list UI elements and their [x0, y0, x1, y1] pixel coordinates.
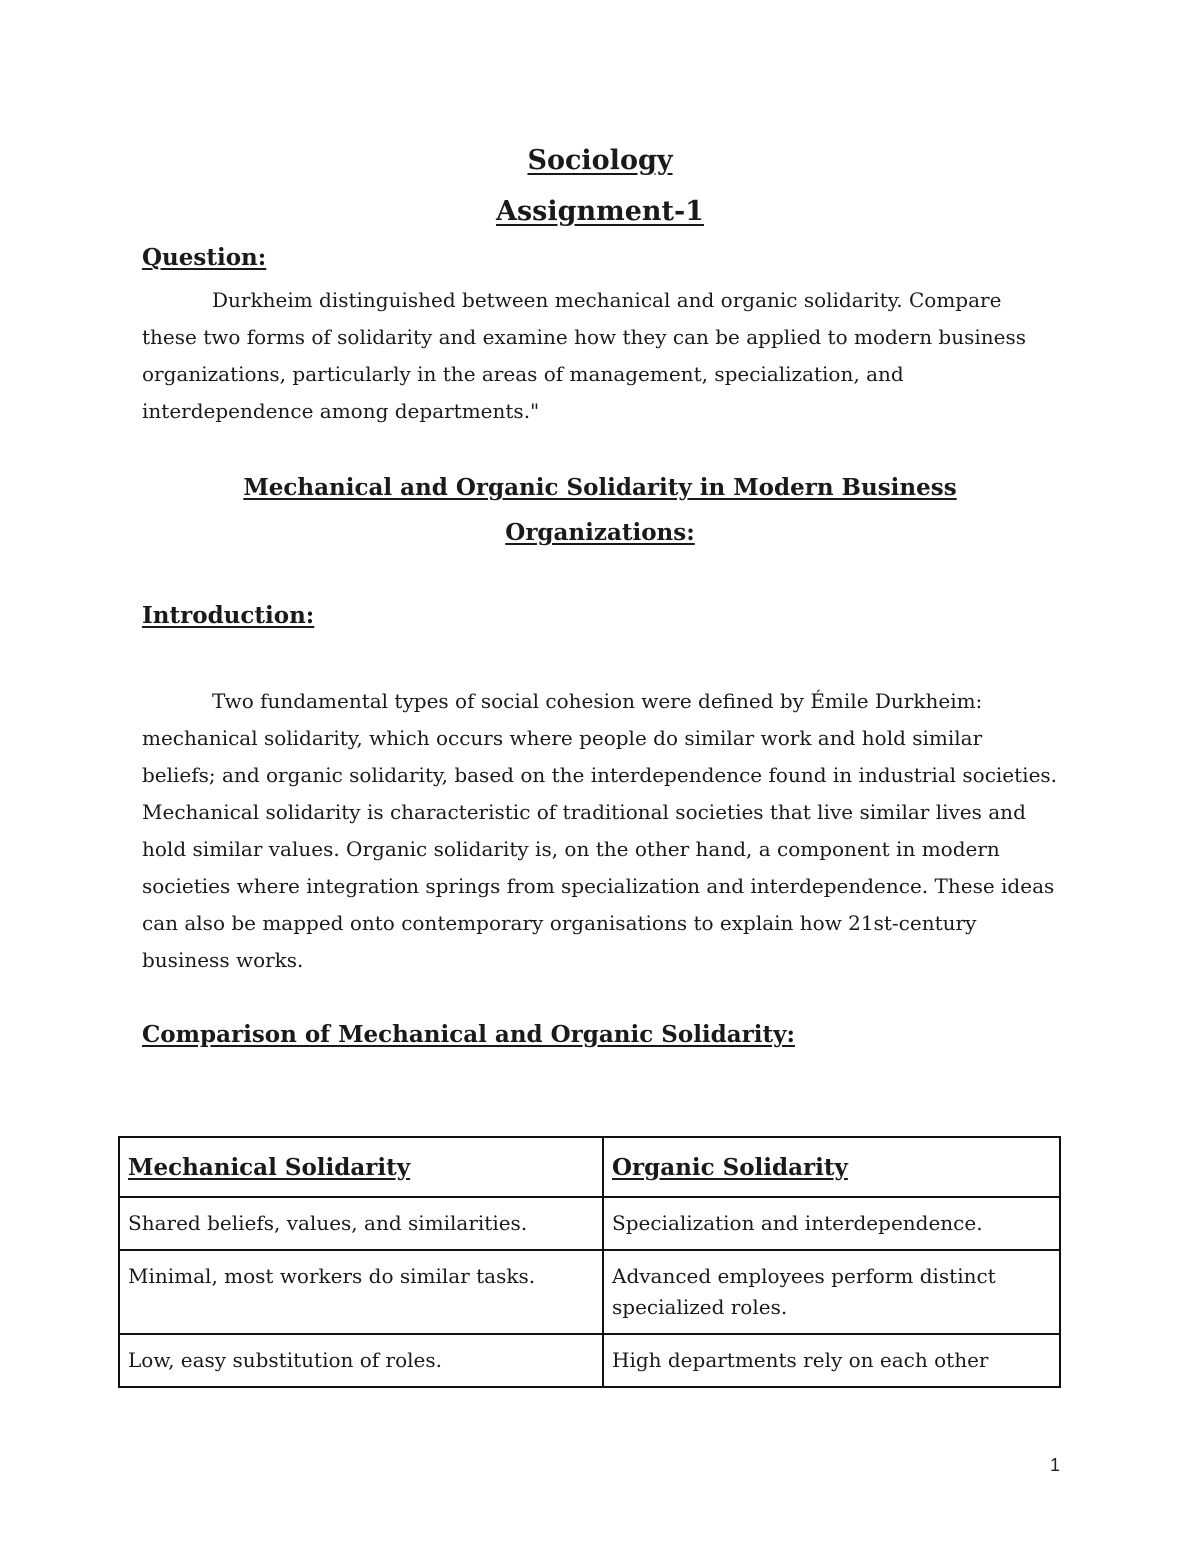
section-title-line1: Mechanical and Organic Solidarity in Modern Business: [243, 474, 957, 501]
table-cell: Shared beliefs, values, and similarities.: [119, 1197, 603, 1250]
table-header-row: [119, 1137, 1060, 1197]
document-title: Sociology: [527, 145, 673, 176]
table-row: [119, 1334, 1060, 1387]
table-cell: Advanced employees perform distinct specialized roles.: [603, 1250, 1060, 1334]
page-number: 1: [1049, 1455, 1060, 1475]
introduction-paragraph: Two fundamental types of social cohesion were defined by Émile Durkheim: mechanical solidarity, which occurs where people do similar work and hold similar beliefs; and organic solidarity, based on the interdependence found in industrial societies. Mechanical solidarity is characteristic of traditional societies that live similar lives and hold similar values. Organic solidarity is, on the other hand, a component in modern societies where integration springs from specialization and interdependence. These ideas can also be mapped onto contemporary organisations to explain how 21st-century business works.: [142, 689, 1058, 972]
table-cell: Minimal, most workers do similar tasks.: [119, 1250, 603, 1334]
section-title-line2: Organizations:: [505, 519, 695, 546]
table-row: [119, 1250, 1060, 1334]
table-row: [119, 1197, 1060, 1250]
introduction-heading: Introduction:: [142, 602, 315, 629]
table-cell: Specialization and interdependence.: [603, 1197, 1060, 1250]
document-subtitle: Assignment-1: [496, 196, 704, 227]
question-heading: Question:: [142, 244, 267, 271]
question-paragraph: Durkheim distinguished between mechanical and organic solidarity. Compare these two forms of solidarity and examine how they can be applied to modern business organizations, particularly in the areas of management, specialization, and interdependence among departments.": [142, 288, 1027, 423]
comparison-heading: Comparison of Mechanical and Organic Solidarity:: [142, 1021, 795, 1048]
table-cell: High departments rely on each other: [603, 1334, 1060, 1387]
table-cell: Low, easy substitution of roles.: [119, 1334, 603, 1387]
table-header-organic: Organic Solidarity: [603, 1137, 1060, 1197]
comparison-table: [118, 1136, 1061, 1388]
table-header-mechanical: Mechanical Solidarity: [119, 1137, 603, 1197]
